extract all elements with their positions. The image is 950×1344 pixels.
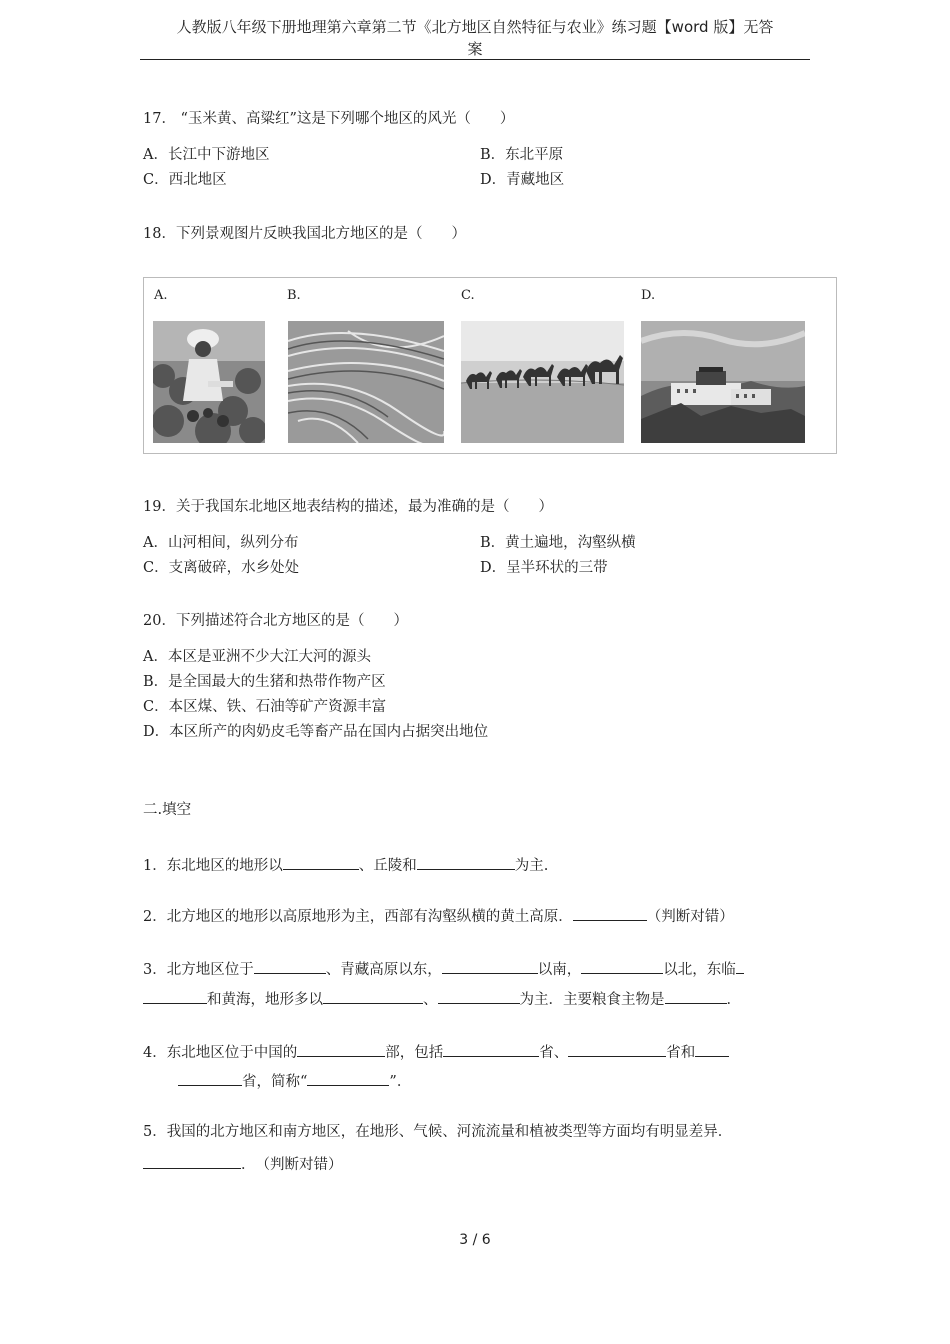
fill3-text-1: 3．北方地区位于: [143, 962, 254, 978]
fill1-text-1: 1．东北地区的地形以: [143, 858, 283, 874]
q20-option-c: C．本区煤、铁、石油等矿产资源丰富: [143, 699, 387, 715]
fill-question-5-line2: [143, 1152, 343, 1175]
fill3-text-2: 、青藏高原以东，: [325, 962, 442, 978]
page-number: 3 / 6: [459, 1232, 491, 1248]
image-label-c: C.: [461, 288, 475, 303]
q17-stem: 17． “玉米黄、高粱红”这是下列哪个地区的风光（ ）: [143, 111, 515, 127]
q17-option-a: A．长江中下游地区: [143, 147, 270, 163]
fill3-text-7: 为主．主要粮食主物是: [519, 992, 665, 1008]
fill3-text-8: ．: [726, 992, 741, 1008]
answer-blank[interactable]: [283, 853, 359, 870]
answer-blank[interactable]: [568, 1040, 666, 1057]
image-label-d: D.: [641, 288, 656, 303]
fill4-text-4: 省和: [666, 1045, 696, 1061]
fill-question-1: [143, 853, 548, 876]
answer-blank[interactable]: [438, 987, 520, 1004]
answer-blank[interactable]: [178, 1069, 242, 1086]
fill-question-3-line2: [143, 987, 741, 1010]
q20-option-d: D．本区所产的肉奶皮毛等畜产品在国内占据突出地位: [143, 724, 489, 740]
q20-stem: 20．下列描述符合北方地区的是（ ）: [143, 613, 408, 629]
answer-blank[interactable]: [143, 1152, 241, 1169]
header-divider: [140, 59, 810, 60]
fill4-text-5: 省，简称“: [242, 1074, 308, 1090]
fill4-text-6: ”．: [389, 1074, 412, 1090]
answer-blank[interactable]: [297, 1040, 385, 1057]
terraced-fields-photo: [288, 321, 444, 443]
camel-caravan-photo: [461, 321, 624, 443]
q17-option-c: C．西北地区: [143, 172, 227, 188]
section-title-fill-in: 二.填空: [143, 802, 192, 818]
image-label-b: B.: [287, 288, 301, 303]
fill-question-4-line1: [143, 1040, 729, 1063]
fill2-text-2: （判断对错）: [646, 909, 734, 925]
image-label-a: A.: [154, 288, 168, 303]
q19-option-b: B．黄土遍地，沟壑纵横: [480, 535, 636, 551]
answer-blank[interactable]: [443, 1040, 539, 1057]
fill3-text-4: 以北，东临: [663, 962, 736, 978]
q17-option-d: D．青藏地区: [480, 172, 565, 188]
fill-question-2: [143, 904, 734, 927]
page-header: [140, 16, 810, 60]
answer-blank[interactable]: [143, 987, 207, 1004]
answer-blank[interactable]: [581, 957, 663, 974]
fill3-text-6: 、: [423, 992, 438, 1008]
fill4-text-1: 4．东北地区位于中国的: [143, 1045, 298, 1061]
fill3-text-5: 和黄海，地形多以: [207, 992, 323, 1008]
q20-option-a: A．本区是亚洲不少大江大河的源头: [143, 649, 371, 665]
q19-option-a: A．山河相间，纵列分布: [143, 535, 299, 551]
q17-option-b: B．东北平原: [480, 147, 564, 163]
q20-option-b: B．是全国最大的生猪和热带作物产区: [143, 674, 386, 690]
q18-stem: 18．下列景观图片反映我国北方地区的是（ ）: [143, 226, 466, 242]
answer-blank[interactable]: [442, 957, 538, 974]
fill4-text-3: 省、: [539, 1045, 569, 1061]
answer-blank[interactable]: [417, 853, 515, 870]
header-title-line1: 人教版八年级下册地理第六章第二节《北方地区自然特征与农业》练习题【word 版】无答: [176, 18, 774, 36]
answer-blank[interactable]: [736, 957, 744, 974]
answer-blank[interactable]: [323, 987, 423, 1004]
tea-picker-photo: [153, 321, 265, 443]
answer-blank[interactable]: [307, 1069, 389, 1086]
answer-blank[interactable]: [573, 904, 647, 921]
header-title-line2: 案: [467, 40, 483, 58]
fill2-text-1: 2．北方地区的地形以高原地形为主，西部有沟壑纵横的黄土高原．: [143, 909, 573, 925]
potala-palace-photo: [641, 321, 805, 443]
fill3-text-3: 以南，: [537, 962, 582, 978]
fill1-text-3: 为主.: [514, 858, 549, 874]
q19-option-d: D．呈半环状的三带: [480, 560, 608, 576]
q19-stem: 19．关于我国东北地区地表结构的描述，最为准确的是（ ）: [143, 499, 553, 515]
fill5-text-2: ． （判断对错）: [241, 1157, 343, 1173]
fill-question-3-line1: [143, 957, 744, 980]
answer-blank[interactable]: [695, 1040, 729, 1057]
fill1-text-2: 、丘陵和: [358, 858, 417, 874]
answer-blank[interactable]: [665, 987, 727, 1004]
fill-question-4-line2: [178, 1069, 411, 1092]
answer-blank[interactable]: [254, 957, 326, 974]
q19-option-c: C．支离破碎，水乡处处: [143, 560, 300, 576]
fill4-text-2: 部，包括: [385, 1045, 444, 1061]
landscape-image-strip: [143, 277, 837, 454]
fill-question-5-line1: 5．我国的北方地区和南方地区，在地形、气候、河流流量和植被类型等方面均有明显差异．: [143, 1124, 733, 1140]
